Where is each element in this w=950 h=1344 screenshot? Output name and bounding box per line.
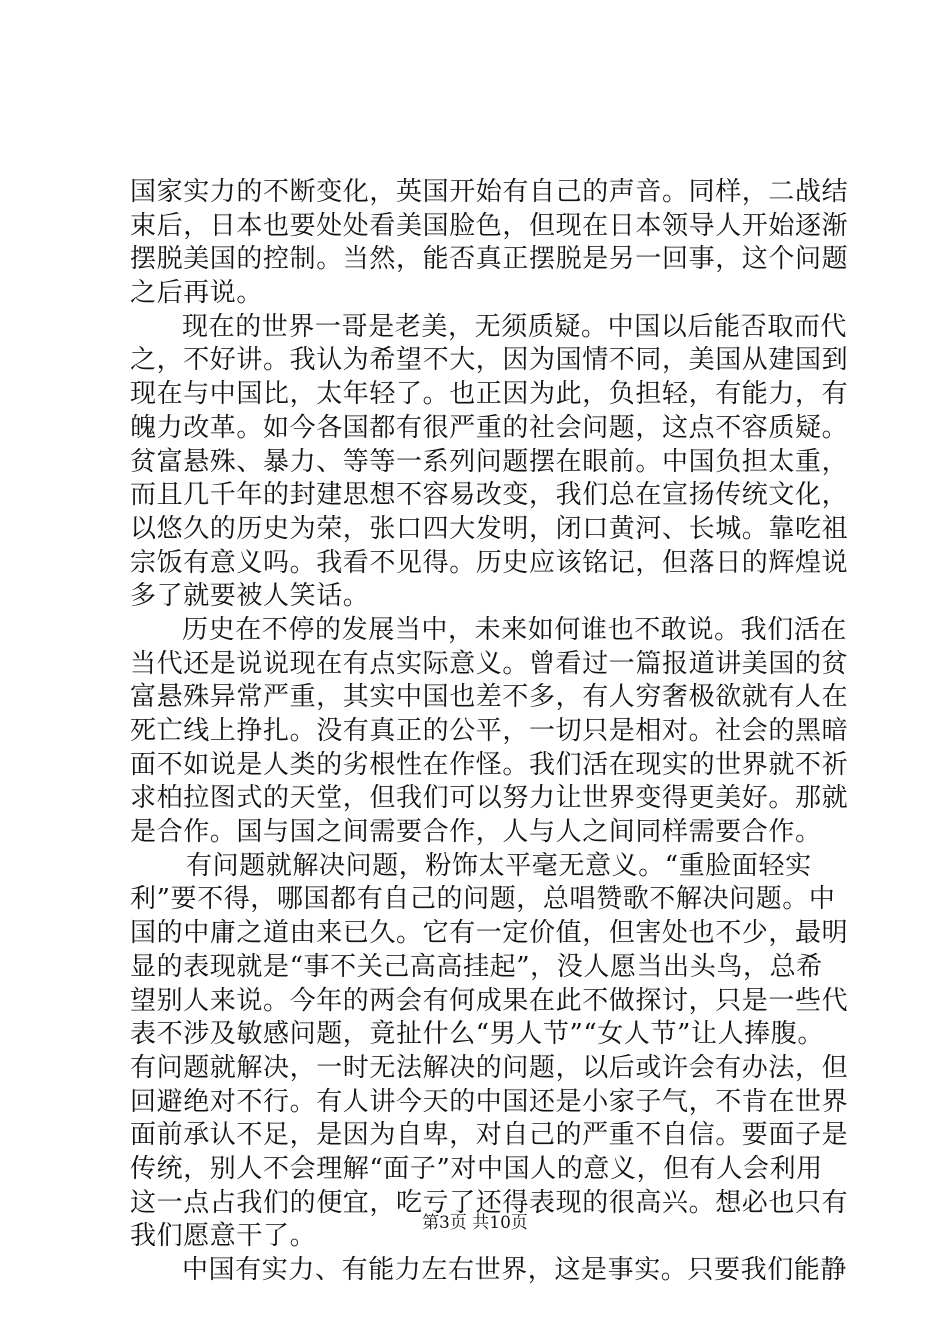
paragraph-first-line: 历史在不停的发展当中，未来如何谁也不敢说。我们活在: [182, 614, 848, 645]
text-line: 富悬殊异常严重，其实中国也差不多，有人穷奢极欲就有人在: [130, 682, 849, 713]
text-line: 国的中庸之道由来已久。它有一定价值，但害处也不少，最明: [130, 918, 849, 949]
text-line: 当代还是说说现在有点实际意义。曾看过一篇报道讲美国的贫: [130, 648, 849, 679]
document-body: [130, 176, 849, 1288]
text-line: 之，不好讲。我认为希望不大，因为国情不同，美国从建国到: [130, 345, 849, 376]
text-line: 束后，日本也要处处看美国脸色，但现在日本领导人开始逐渐: [130, 210, 849, 241]
text-line: 望别人来说。今年的两会有何成果在此不做探讨，只是一些代: [130, 985, 849, 1016]
text-line: 是合作。国与国之间需要合作，人与人之间同样需要合作。: [130, 817, 822, 848]
text-line: 回避绝对不行。有人讲今天的中国还是小家子气，不肯在世界: [130, 1086, 849, 1117]
paragraph-first-line: 中国有实力、有能力左右世界，这是事实。只要我们能静: [182, 1255, 848, 1285]
text-line: 有问题就解决，一时无法解决的问题，以后或许会有办法，但: [130, 1052, 849, 1083]
paragraph-first-line: 现在的世界一哥是老美，无须质疑。中国以后能否取而代: [182, 311, 848, 342]
text-line: 国家实力的不断变化，英国开始有自己的声音。同样，二战结: [130, 177, 849, 207]
page-footer: [0, 1212, 950, 1234]
text-line: 这一点占我们的便宜，吃亏了还得表现的很高兴。想必也只有: [130, 1187, 849, 1218]
text-line: 而且几千年的封建思想不容易改变，我们总在宣扬传统文化，: [130, 480, 849, 511]
text-line: 面前承认不足，是因为自卑，对自己的严重不自信。要面子是: [130, 1120, 849, 1151]
text-line: 我们愿意干了。: [130, 1221, 317, 1252]
text-line: 死亡线上挣扎。没有真正的公平，一切只是相对。社会的黑暗: [130, 716, 849, 746]
text-line: 表不涉及敏感问题，竟扯什么“男人节”“女人节”让人捧腹。: [130, 1019, 824, 1050]
text-line: 求柏拉图式的天堂，但我们可以努力让世界变得更美好。那就: [130, 783, 849, 814]
page-number: 第3页 共10页: [422, 1213, 528, 1233]
text-line: 多了就要被人笑话。: [130, 581, 370, 612]
text-line: 贫富悬殊、暴力、等等一系列问题摆在眼前。中国负担太重，: [130, 446, 849, 477]
paragraph-first-line: 有问题就解决问题，粉饰太平毫无意义。“重脸面轻实: [186, 850, 812, 881]
text-line: 魄力改革。如今各国都有很严重的社会问题，这点不容质疑。: [130, 412, 849, 443]
text-line: 传统，别人不会理解“面子”对中国人的意义，但有人会利用: [130, 1153, 823, 1184]
text-line: 之后再说。: [130, 278, 264, 309]
text-line: 现在与中国比，太年轻了。也正因为此，负担轻，有能力，有: [130, 379, 849, 410]
text-line: 以悠久的历史为荣，张口四大发明，闭口黄河、长城。靠吃祖: [130, 513, 849, 544]
text-line: 显的表现就是“事不关己高高挂起”，没人愿当出头鸟，总希: [130, 951, 823, 982]
text-line: 摆脱美国的控制。当然，能否真正摆脱是另一回事，这个问题: [130, 244, 849, 275]
text-line: 宗饭有意义吗。我看不见得。历史应该铭记，但落日的辉煌说: [130, 547, 849, 578]
text-line: 利”要不得，哪国都有自己的问题，总唱赞歌不解决问题。中: [130, 884, 836, 915]
text-line: 面不如说是人类的劣根性在作怪。我们活在现实的世界就不祈: [130, 749, 849, 780]
